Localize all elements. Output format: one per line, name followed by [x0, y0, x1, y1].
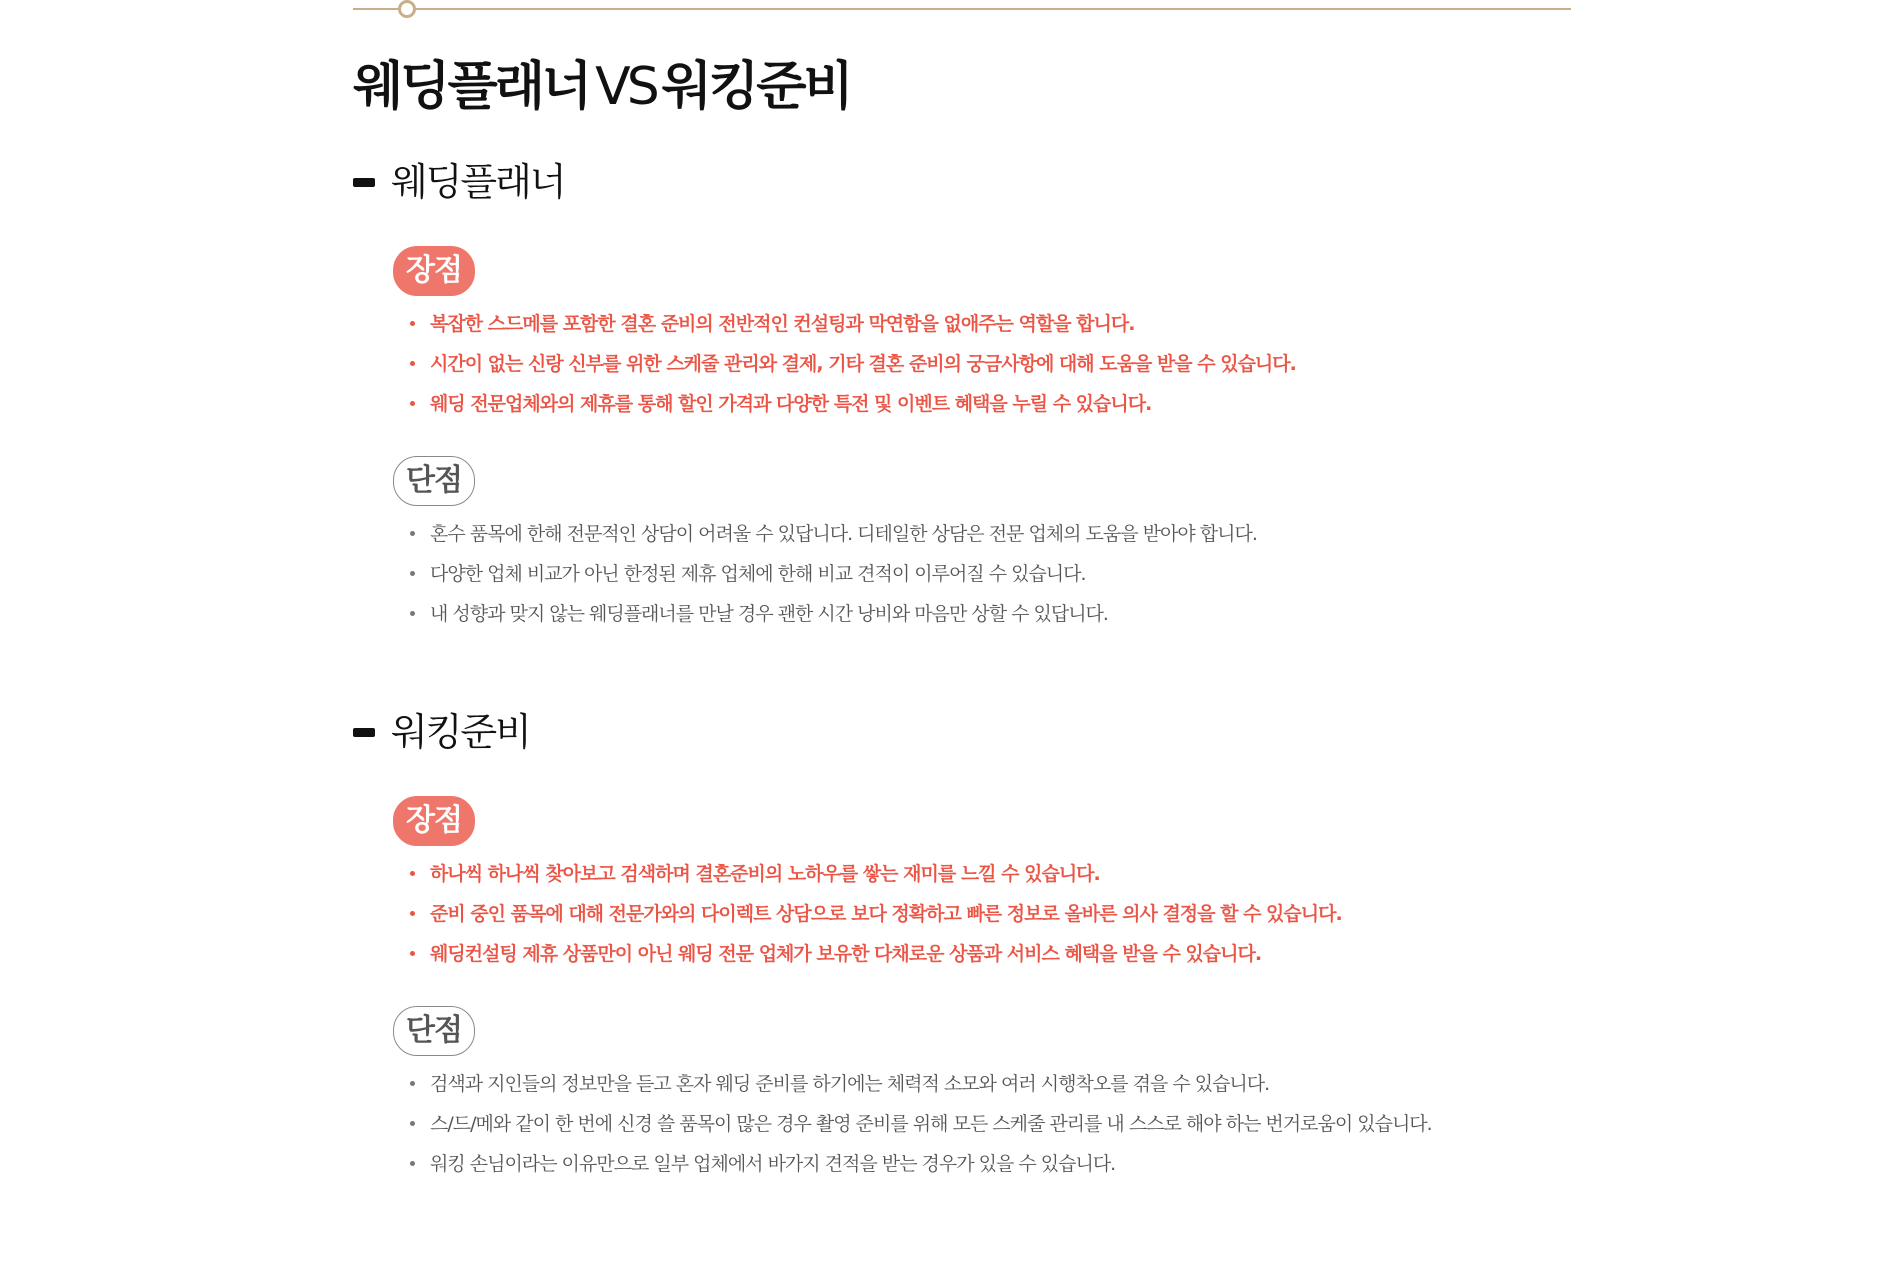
section-header	[353, 706, 1571, 758]
dash-icon	[353, 178, 375, 187]
pros-list	[393, 854, 1571, 974]
list-item-text: 복잡한 스드메를 포함한 결혼 준비의 전반적인 컨설팅과 막연함을 없애주는 역할을 합니다.	[430, 313, 1135, 335]
bullet-icon	[410, 531, 415, 536]
list-item-text: 스/드/메와 같이 한 번에 신경 쓸 품목이 많은 경우 촬영 준비를 위해 모든 스케줄 관리를 내 스스로 해야 하는 번거로움이 있습니다.	[430, 1113, 1432, 1135]
list-item	[393, 344, 1571, 384]
pros-block	[393, 796, 1571, 974]
list-item	[393, 304, 1571, 344]
bullet-icon	[410, 321, 415, 326]
list-item-text: 검색과 지인들의 정보만을 듣고 혼자 웨딩 준비를 하기에는 체력적 소모와 여러 시행착오를 겪을 수 있습니다.	[430, 1073, 1270, 1095]
cons-block	[393, 1006, 1571, 1184]
list-item	[393, 934, 1571, 974]
list-item-text: 혼수 품목에 한해 전문적인 상담이 어려울 수 있답니다. 디테일한 상담은 전문 업체의 도움을 받아야 합니다.	[430, 523, 1257, 545]
list-item	[393, 854, 1571, 894]
list-item-text: 워킹 손님이라는 이유만으로 일부 업체에서 바가지 견적을 받는 경우가 있을 수 있습니다.	[430, 1153, 1116, 1175]
list-item	[393, 554, 1571, 594]
section-title: 웨딩플래너	[391, 160, 565, 204]
list-item	[393, 1064, 1571, 1104]
divider-dot-icon	[398, 0, 416, 18]
bullet-icon	[410, 361, 415, 366]
list-item	[393, 514, 1571, 554]
bullet-icon	[410, 611, 415, 616]
cons-list	[393, 1064, 1571, 1184]
section-walking-prep	[353, 706, 1571, 1175]
section-wedding-planner	[353, 156, 1571, 625]
bullet-icon	[410, 951, 415, 956]
list-item	[393, 1144, 1571, 1184]
list-item-text: 하나씩 하나씩 찾아보고 검색하며 결혼준비의 노하우를 쌓는 재미를 느낄 수 있습니다.	[430, 863, 1100, 885]
pros-badge: 장점	[393, 796, 475, 846]
page-title-vs: VS	[595, 57, 656, 117]
page-title-right: 워킹준비	[661, 57, 851, 117]
bullet-icon	[410, 1121, 415, 1126]
list-item	[393, 894, 1571, 934]
list-item-text: 웨딩 전문업체와의 제휴를 통해 할인 가격과 다양한 특전 및 이벤트 혜택을 누릴 수 있습니다.	[430, 393, 1152, 415]
list-item-text: 웨딩컨설팅 제휴 상품만이 아닌 웨딩 전문 업체가 보유한 다채로운 상품과 서비스 혜택을 받을 수 있습니다.	[430, 943, 1262, 965]
pros-badge: 장점	[393, 246, 475, 296]
cons-block	[393, 456, 1571, 634]
list-item-text: 내 성향과 맞지 않는 웨딩플래너를 만날 경우 괜한 시간 낭비와 마음만 상할 수 있답니다.	[430, 603, 1108, 625]
page-title-left: 웨딩플래너	[353, 57, 590, 117]
section-header	[353, 156, 1571, 208]
bullet-icon	[410, 571, 415, 576]
page-title	[353, 55, 851, 119]
bullet-icon	[410, 1161, 415, 1166]
list-item	[393, 1104, 1571, 1144]
list-item-text: 시간이 없는 신랑 신부를 위한 스케줄 관리와 결제, 기타 결혼 준비의 궁금사항에 대해 도움을 받을 수 있습니다.	[430, 353, 1296, 375]
list-item	[393, 594, 1571, 634]
bullet-icon	[410, 1081, 415, 1086]
bullet-icon	[410, 911, 415, 916]
section-title: 워킹준비	[391, 710, 530, 754]
pros-block	[393, 246, 1571, 424]
list-item-text: 다양한 업체 비교가 아닌 한정된 제휴 업체에 한해 비교 견적이 이루어질 수 있습니다.	[430, 563, 1086, 585]
pros-list	[393, 304, 1571, 424]
list-item-text: 준비 중인 품목에 대해 전문가와의 다이렉트 상담으로 보다 정확하고 빠른 정보로 올바른 의사 결정을 할 수 있습니다.	[430, 903, 1342, 925]
top-divider	[353, 8, 1571, 10]
list-item	[393, 384, 1571, 424]
dash-icon	[353, 728, 375, 737]
cons-badge: 단점	[393, 456, 475, 506]
bullet-icon	[410, 401, 415, 406]
cons-list	[393, 514, 1571, 634]
cons-badge: 단점	[393, 1006, 475, 1056]
bullet-icon	[410, 871, 415, 876]
